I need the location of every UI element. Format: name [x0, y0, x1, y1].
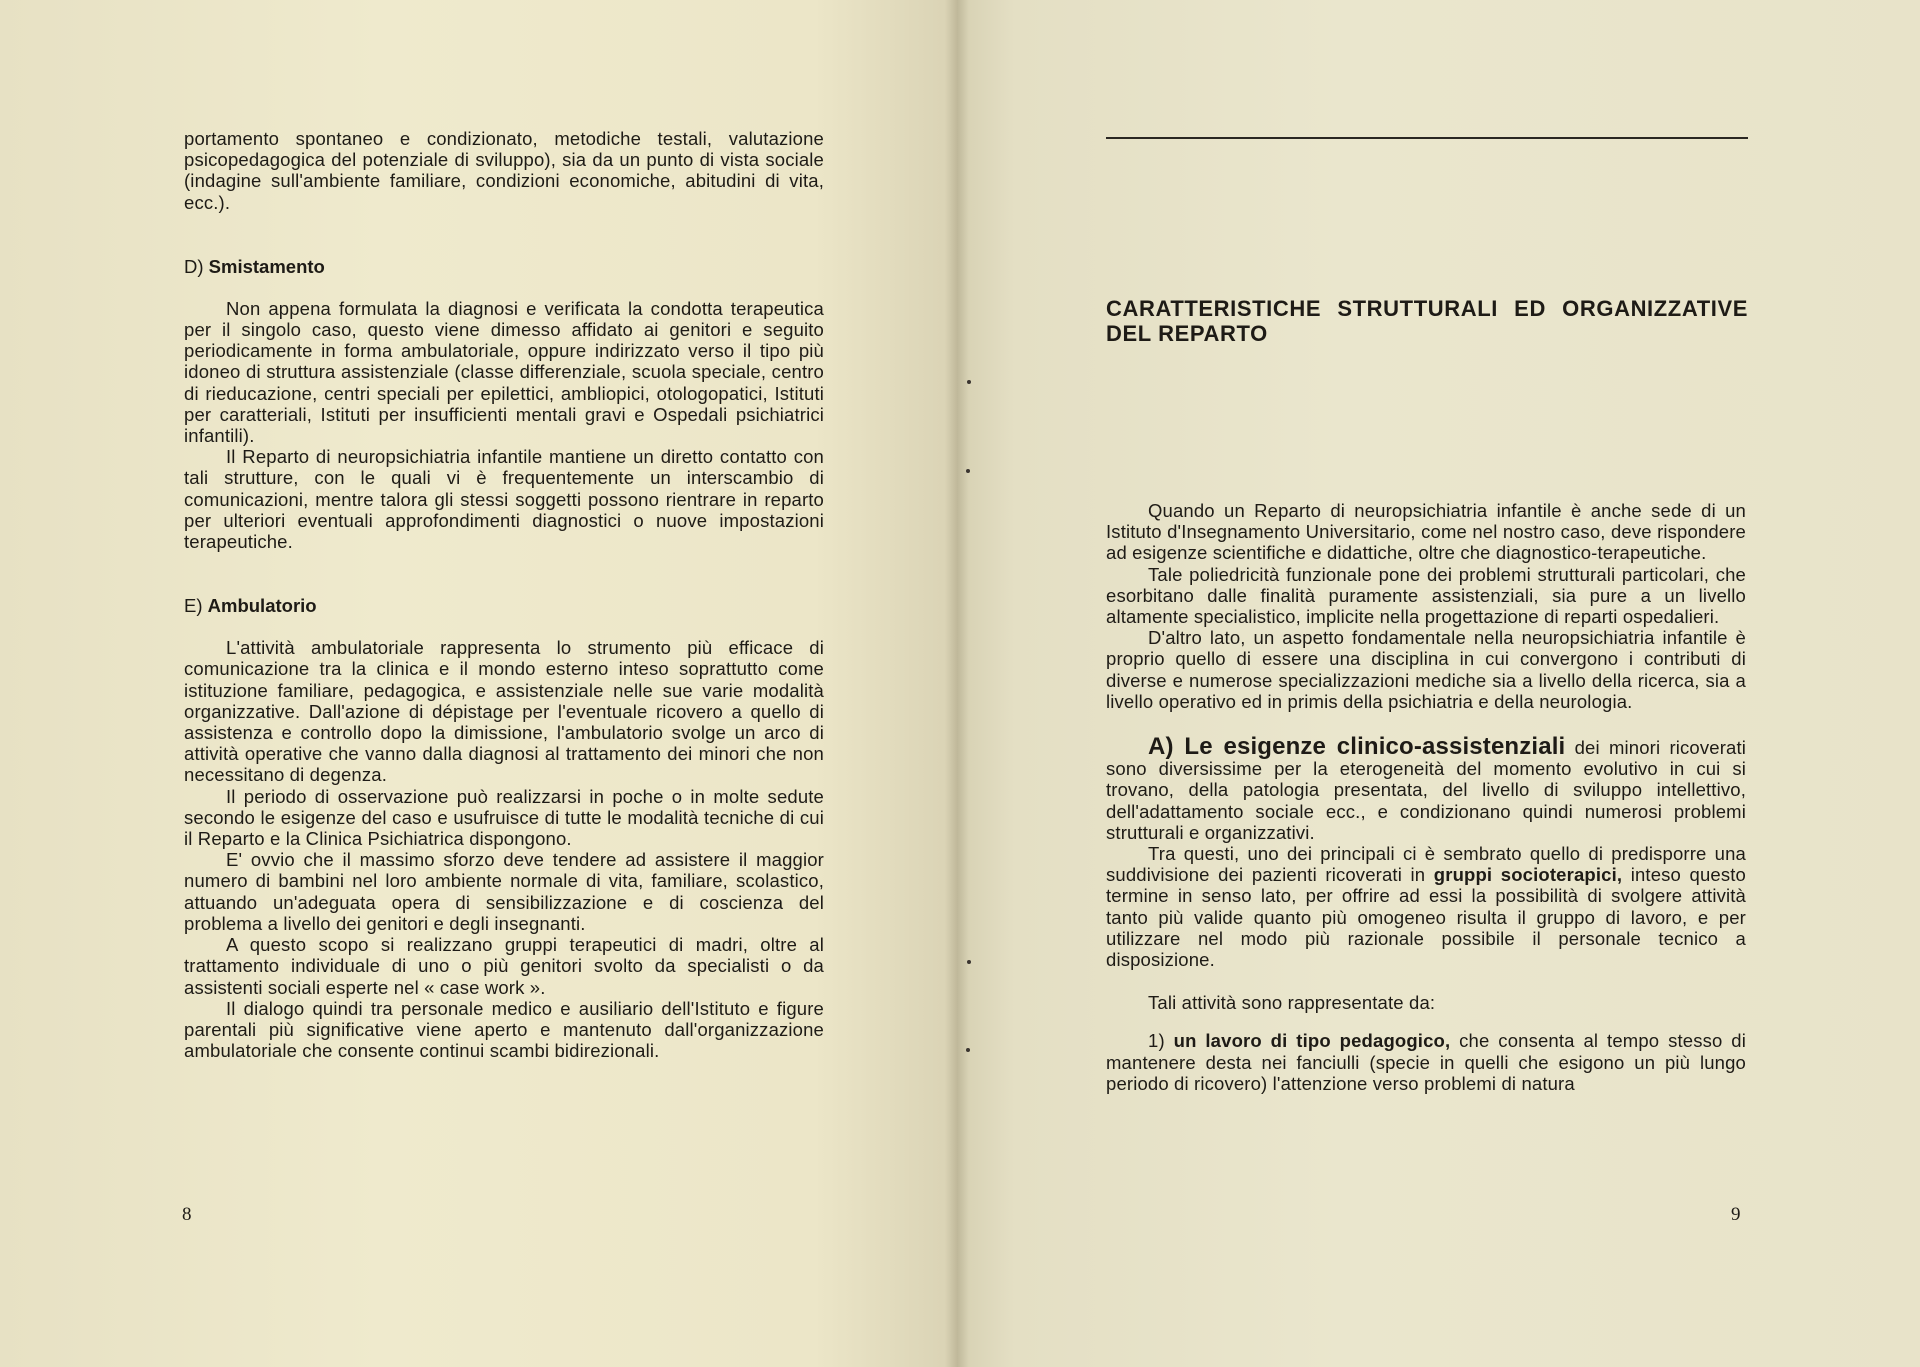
section-e-paragraph-2: Il periodo di osservazione può realizzarsi in poche o in molte sedute secondo le esigenze del caso e usufruisce di tutte le modalità tecniche di cui il Reparto e la Clinica Psichiatrica dispongono. — [184, 785, 824, 850]
section-e-heading — [184, 595, 824, 617]
gruppi-before: Tra questi, uno dei principali ci è sembrato quello di predisporre una suddivisione dei pazienti ricoverati in — [1106, 843, 1746, 886]
intro-paragraph: portamento spontaneo e condizionato, metodiche testali, valutazione psicopedagogica del potenziale di sviluppo), sia da un punto di vista sociale (indagine sull'ambiente familiare, condizioni economiche, abitudini di vita, ecc.). — [184, 128, 824, 213]
section-a-text: dei minori ricoverati sono diversissime per la eterogeneità del momento evolutivo in cui si trovano, della patologia presentata, del livello di sviluppo intellettivo, dell'adattamento sociale ecc., e condizionano quindi numerosi problemi strutturali e organizzativi. — [1106, 737, 1746, 843]
chapter-title: CARATTERISTICHE STRUTTURALI ED ORGANIZZATIVE DEL REPARTO — [1106, 296, 1748, 346]
gutter-speck — [966, 1048, 970, 1052]
left-column — [184, 128, 824, 1061]
list-item-1 — [1106, 1030, 1746, 1094]
gutter-speck — [966, 469, 970, 473]
gutter-speck — [967, 380, 971, 384]
list-item-1-text: che consenta al tempo stesso di mantenere desta nei fanciulli (specie in quelli che esigono un più lungo periodo di ricovero) l'attenzione verso problemi di natura — [1106, 1030, 1747, 1094]
left-page — [0, 0, 957, 1367]
gutter-speck — [967, 960, 971, 964]
section-e-paragraph-3: E' ovvio che il massimo sforzo deve tendere ad assistere il maggior numero di bambini nel loro ambiente normale di vita, familiare, scolastico, attuando un'adeguata opera di sensibilizzazione e di coscienza del problema a livello dei genitori e degli insegnanti. — [184, 849, 824, 934]
page-number-left: 8 — [182, 1204, 192, 1225]
list-item-1-number: 1) — [1148, 1030, 1165, 1052]
right-paragraph-1: Quando un Reparto di neuropsichiatria infantile è anche sede di un Istituto d'Insegnamento Universitario, come nel nostro caso, deve rispondere ad esigenze scientifiche e didattiche, oltre che diagnostico-terapeutiche. — [1106, 500, 1746, 564]
section-a-heading: A) Le esigenze clinico-assistenziali — [1148, 733, 1566, 761]
right-column — [1106, 500, 1746, 1094]
gruppi-paragraph — [1106, 843, 1746, 970]
section-e-paragraph-5: Il dialogo quindi tra personale medico e ausiliario dell'Istituto e figure parentali più significative viene aperto e mantenuto dall'organizzazione ambulatoriale che consente continui scambi bidirezionali. — [184, 997, 824, 1062]
section-e-title: Ambulatorio — [207, 595, 317, 617]
section-d-heading — [184, 256, 824, 278]
gruppi-bold: gruppi socioterapici, — [1433, 864, 1623, 886]
section-d-letter: D) — [184, 255, 204, 277]
section-e-paragraph-4: A questo scopo si realizzano gruppi terapeutici di madri, oltre al trattamento individuale di uno o più genitori svolto da specialisti o da assistenti sociali esperte nel « case work ». — [184, 934, 824, 998]
gutter-shadow — [945, 0, 969, 1367]
section-e-letter: E) — [184, 595, 203, 617]
page-number-right: 9 — [1731, 1204, 1741, 1225]
right-paragraph-2: Tale poliedricità funzionale pone dei problemi strutturali particolari, che esorbitano dalle finalità puramente assistenziali, sia pure a un livello altamente specialistico, implicite nella progettazione di reparti ospedalieri. — [1106, 563, 1746, 628]
right-paragraph-3: D'altro lato, un aspetto fondamentale nella neuropsichiatria infantile è proprio quello di essere una disciplina in cui convergono i contributi di diverse e numerose specializzazioni mediche sia a livello della ricerca, sia a livello operativo ed in primis della psichiatria e della neurologia. — [1106, 627, 1746, 712]
list-item-1-bold: un lavoro di tipo pedagogico, — [1173, 1030, 1451, 1052]
section-d-paragraph-1: Non appena formulata la diagnosi e verificata la condotta terapeutica per il singolo caso, questo viene dimesso affidato ai genitori e seguito periodicamente in forma ambulatoriale, oppure indirizzato verso il tipo più idoneo di struttura assistenziale (classe differenziale, scuola speciale, centro di rieducazione, centri speciali per epilettici, ambliopici, otologopatici, Istituti per caratteriali, Istituti per insufficienti mentali gravi e Ospedali psichiatrici infantili). — [184, 297, 824, 447]
section-e-paragraph-1: L'attività ambulatoriale rappresenta lo strumento più efficace di comunicazione tra la clinica e il mondo esterno inteso soprattutto come istituzione familiare, pedagogica, e assistenziale nelle sue varie modalità organizzative. Dall'azione di dépistage per l'eventuale ricovero a quello di assistenza e controllo dopo la dimissione, l'ambulatorio svolge un arco di attività operative che vanno dalla diagnosi al trattamento dei minori che non necessitano di degenza. — [184, 637, 824, 786]
section-d-paragraph-2: Il Reparto di neuropsichiatria infantile mantiene un diretto contatto con tali strutture, con le quali vi è frequentemente un interscambio di comunicazioni, mentre talora gli stessi soggetti possono rientrare in reparto per ulteriori eventuali approfondimenti diagnostici o nuove impostazioni terapeutiche. — [184, 446, 824, 553]
section-a-paragraph — [1106, 733, 1746, 843]
top-rule — [1106, 137, 1748, 139]
section-d-title: Smistamento — [208, 255, 325, 277]
gruppi-after: inteso questo termine in senso lato, per offrire ad essi la possibilità di svolgere attività tanto più valide quanto più omogeneo risulta il gruppo di lavoro, e per utilizzare nel modo più razionale possibile il personale tecnico a disposizione. — [1106, 864, 1746, 971]
list-intro: Tali attività sono rappresentate da: — [1148, 992, 1436, 1014]
